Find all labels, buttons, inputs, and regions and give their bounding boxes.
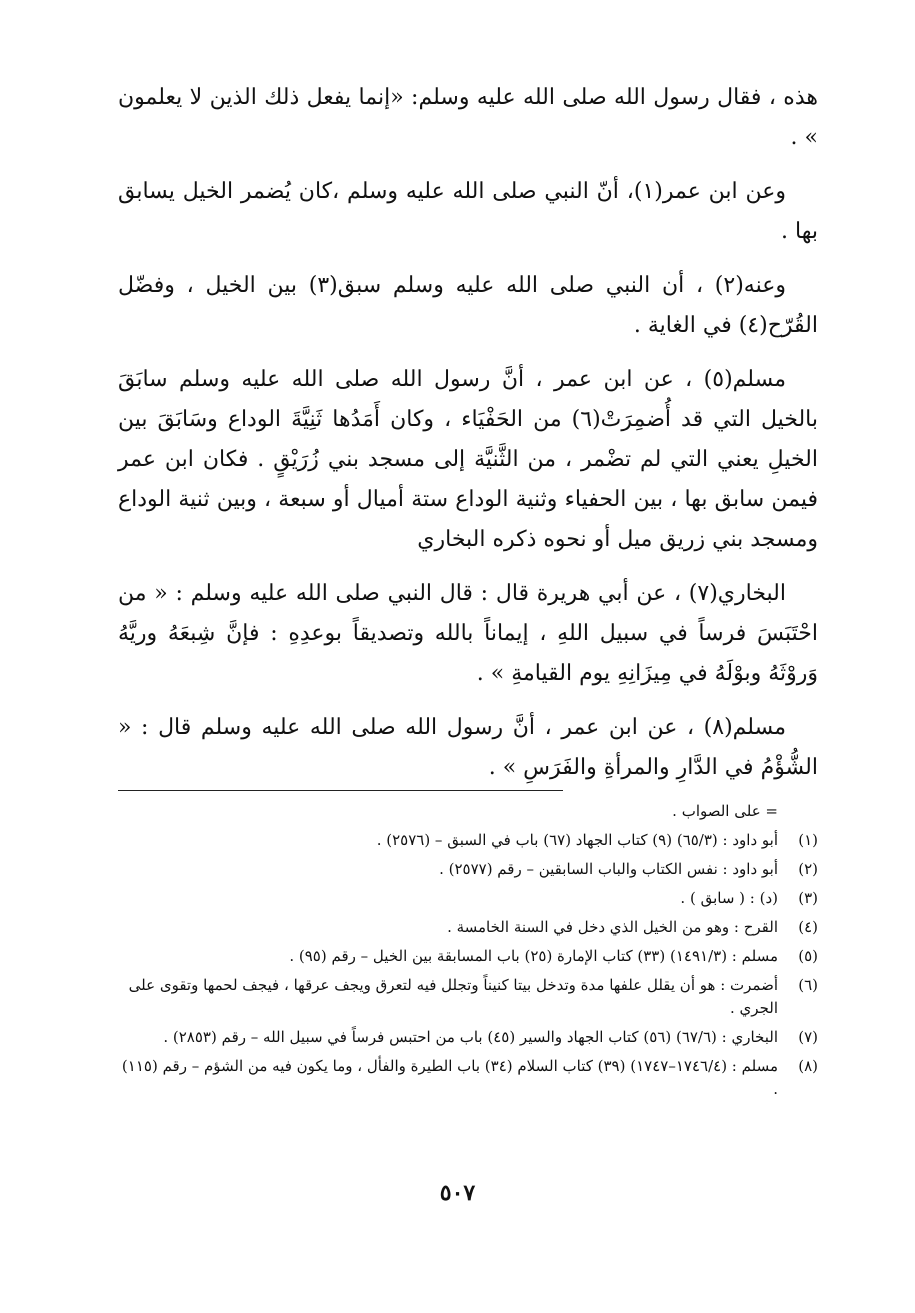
footnote-text: مسلم : (١٧٤٦/٤–١٧٤٧) (٣٩) كتاب السلام (٣٤) باب الطيرة والفأل ، وما يكون فيه من الشؤم – رقم (١١٥) . [121,1057,778,1098]
footnote-2 [118,858,818,881]
footnote-6 [118,974,818,1020]
main-text [118,78,818,802]
paragraph-2: وعن ابن عمر(١)، أنّ النبي صلى الله عليه وسلم ،كان يُضمر الخيل يسابق بها . [118,179,818,244]
footnotes [118,800,818,1107]
footnote-3 [118,887,818,910]
footnote-number: (٥) [798,947,818,965]
footnote-continuation: = على الصواب . [672,802,778,820]
footnote-text: أضمرت : هو أن يقلل علفها مدة وتدخل بيتا كنيناً وتجلل فيه لتعرق ويجف عرقها ، فيجف لحمها وتقوى على الجري . [128,976,778,1017]
footnote-number: (١) [798,831,818,849]
footnote-8 [118,1055,818,1101]
footnote-1 [118,829,818,852]
footnote-number: (٦) [798,976,818,994]
paragraph-1: هذه ، فقال رسول الله صلى الله عليه وسلم: «إنما يفعل ذلك الذين لا يعلمون » . [118,85,818,150]
footnote-4 [118,916,818,939]
paragraph-6: مسلم(٨) ، عن ابن عمر ، أنَّ رسول الله صلى الله عليه وسلم قال : « الشُّؤْمُ في الدَّارِ والمرأةِ والفَرَسِ » . [118,715,818,780]
footnote-number: (٨) [798,1057,818,1075]
footnote-number: (٧) [798,1028,818,1046]
footnote-text: مسلم : (١٤٩١/٣) (٣٣) كتاب الإمارة (٢٥) باب المسابقة بين الخيل – رقم (٩٥) . [289,947,778,965]
paragraph-5: البخاري(٧) ، عن أبي هريرة قال : قال النبي صلى الله عليه وسلم : « من احْتَبَسَ فرساً في سبيل اللهِ ، إيماناً بالله وتصديقاً بوعدِهِ : فإنَّ شِبعَهُ وريَّهُ وَروْثَهُ وبوْلَهُ في مِيزَانِهِ يوم القيامةِ » . [118,581,818,686]
footnote-text: البخاري : (٦٧/٦) (٥٦) كتاب الجهاد والسير (٤٥) باب من احتبس فرساً في سبيل الله – رقم (٢٨٥٣) . [163,1028,778,1046]
footnote-7 [118,1026,818,1049]
footnote-number: (٣) [798,889,818,907]
footnote-number: (٢) [798,860,818,878]
page-number: ٥٠٧ [439,1180,476,1206]
paragraph-3: وعنه(٢) ، أن النبي صلى الله عليه وسلم سبق(٣) بين الخيل ، وفضّل القُرّح(٤) في الغاية . [118,273,818,338]
footnote-number: (٤) [798,918,818,936]
footnote-divider [118,790,563,791]
footnote-5 [118,945,818,968]
footnote-text: أبو داود : نفس الكتاب والباب السابقين – رقم (٢٥٧٧) . [439,860,778,878]
footnote-text: القرح : وهو من الخيل الذي دخل في السنة الخامسة . [447,918,778,936]
footnote-text: أبو داود : (٦٥/٣) (٩) كتاب الجهاد (٦٧) باب في السبق – (٢٥٧٦) . [376,831,778,849]
footnote-text: (د) : ( سابق ) . [680,889,778,907]
paragraph-4: مسلم(٥) ، عن ابن عمر ، أنَّ رسول الله صلى الله عليه وسلم سابَقَ بالخيل التي قد أُضمِرَتْ(٦) من الحَفْيَاء ، وكان أَمَدُها ثَنِيَّةَ الوداع وسَابَقَ بين الخيلِ يعني التي لم تضْمر ، من الثَّنيَّة إلى مسجد بني زُرَيْقٍ . فكان ابن عمر فيمن سابق بها ، بين الحفياء وثنية الوداع ستة أميال أو سبعة ، وبين ثنية الوداع ومسجد بني زريق ميل أو نحوه ذكره البخاري [118,367,819,552]
